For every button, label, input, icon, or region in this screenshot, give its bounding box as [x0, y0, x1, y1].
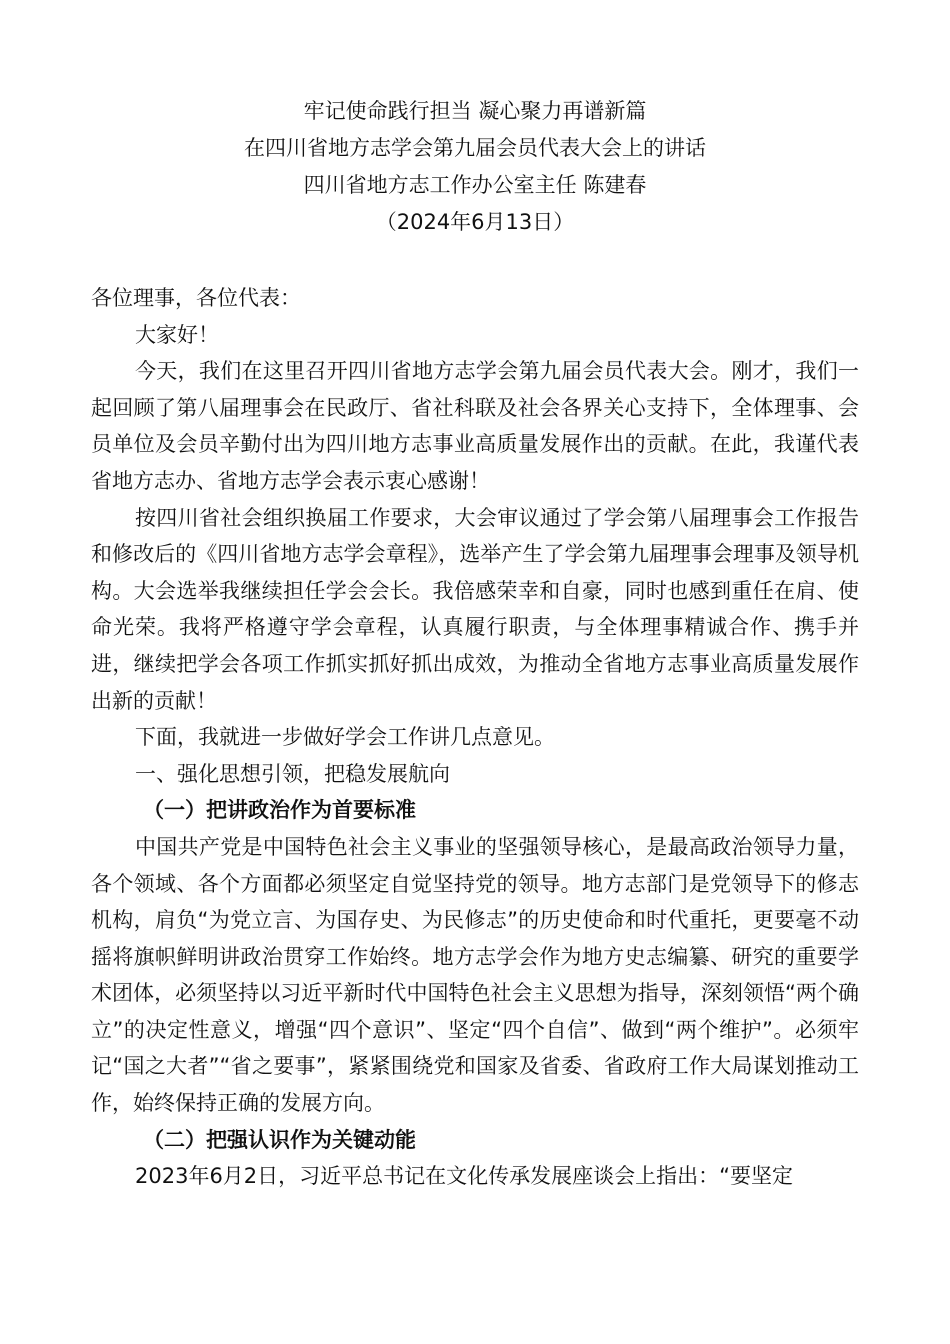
subsection-heading-1: （一）把讲政治作为首要标准	[143, 798, 416, 823]
document-title: 牢记使命践行担当 凝心聚力再谱新篇	[303, 99, 647, 123]
paragraph-transition: 下面，我就进一步做好学会工作讲几点意见。	[135, 725, 555, 750]
paragraph-politics: 中国共产党是中国特色社会主义事业的坚强领导核心，是最高政治领导力量，各个领域、各个方面都必须坚定自觉坚持党的领导。地方志部门是党领导下的修志机构，肩负“为党立言、为国存史、为民修志”的历史使命和时代重托，更要毫不动摇将旗帜鲜明讲政治贯穿工作始终。地方志学会作为地方史志编纂、研究的重要学术团体，必须坚持以习近平新时代中国特色社会主义思想为指导，深刻领悟“两个确立”的决定性意义，增强“四个意识”、坚定“四个自信”、做到“两个维护”。必须牢记“国之大者”“省之要事”，紧紧围绕党和国家及省委、省政府工作大局谋划推动工作，始终保持正确的发展方向。	[91, 834, 859, 1116]
date-line: （2024年6月13日）	[375, 210, 575, 234]
subsection-heading-2: （二）把强认识作为关键动能	[143, 1127, 416, 1152]
title-block	[0, 93, 950, 241]
salutation: 各位理事，各位代表：	[91, 286, 301, 310]
document-subtitle: 在四川省地方志学会第九届会员代表大会上的讲话	[244, 136, 706, 160]
paragraph-culture: 2023年6月2日，习近平总书记在文化传承发展座谈会上指出：“要坚定	[135, 1164, 794, 1189]
speech-body	[91, 280, 859, 1195]
paragraph-election: 按四川省社会组织换届工作要求，大会审议通过了学会第八届理事会工作报告和修改后的《四川省地方志学会章程》，选举产生了学会第九届理事会理事及领导机构。大会选举我继续担任学会会长。我倍感荣幸和自豪，同时也感到重任在肩、使命光荣。我将严格遵守学会章程，认真履行职责，与全体理事精诚合作、携手并进，继续把学会各项工作抓实抓好抓出成效，为推动全省地方志事业高质量发展作出新的贡献！	[91, 505, 859, 713]
speaker-line: 四川省地方志工作办公室主任 陈建春	[303, 173, 647, 197]
paragraph-opening: 今天，我们在这里召开四川省地方志学会第九届会员代表大会。刚才，我们一起回顾了第八届理事会在民政厅、省社科联及社会各界关心支持下，全体理事、会员单位及会员辛勤付出为四川地方志事业高质量发展作出的贡献。在此，我谨代表省地方志办、省地方志学会表示衷心感谢！	[91, 359, 859, 493]
greeting: 大家好！	[135, 322, 219, 347]
section-heading-1: 一、强化思想引领，把稳发展航向	[135, 761, 450, 786]
